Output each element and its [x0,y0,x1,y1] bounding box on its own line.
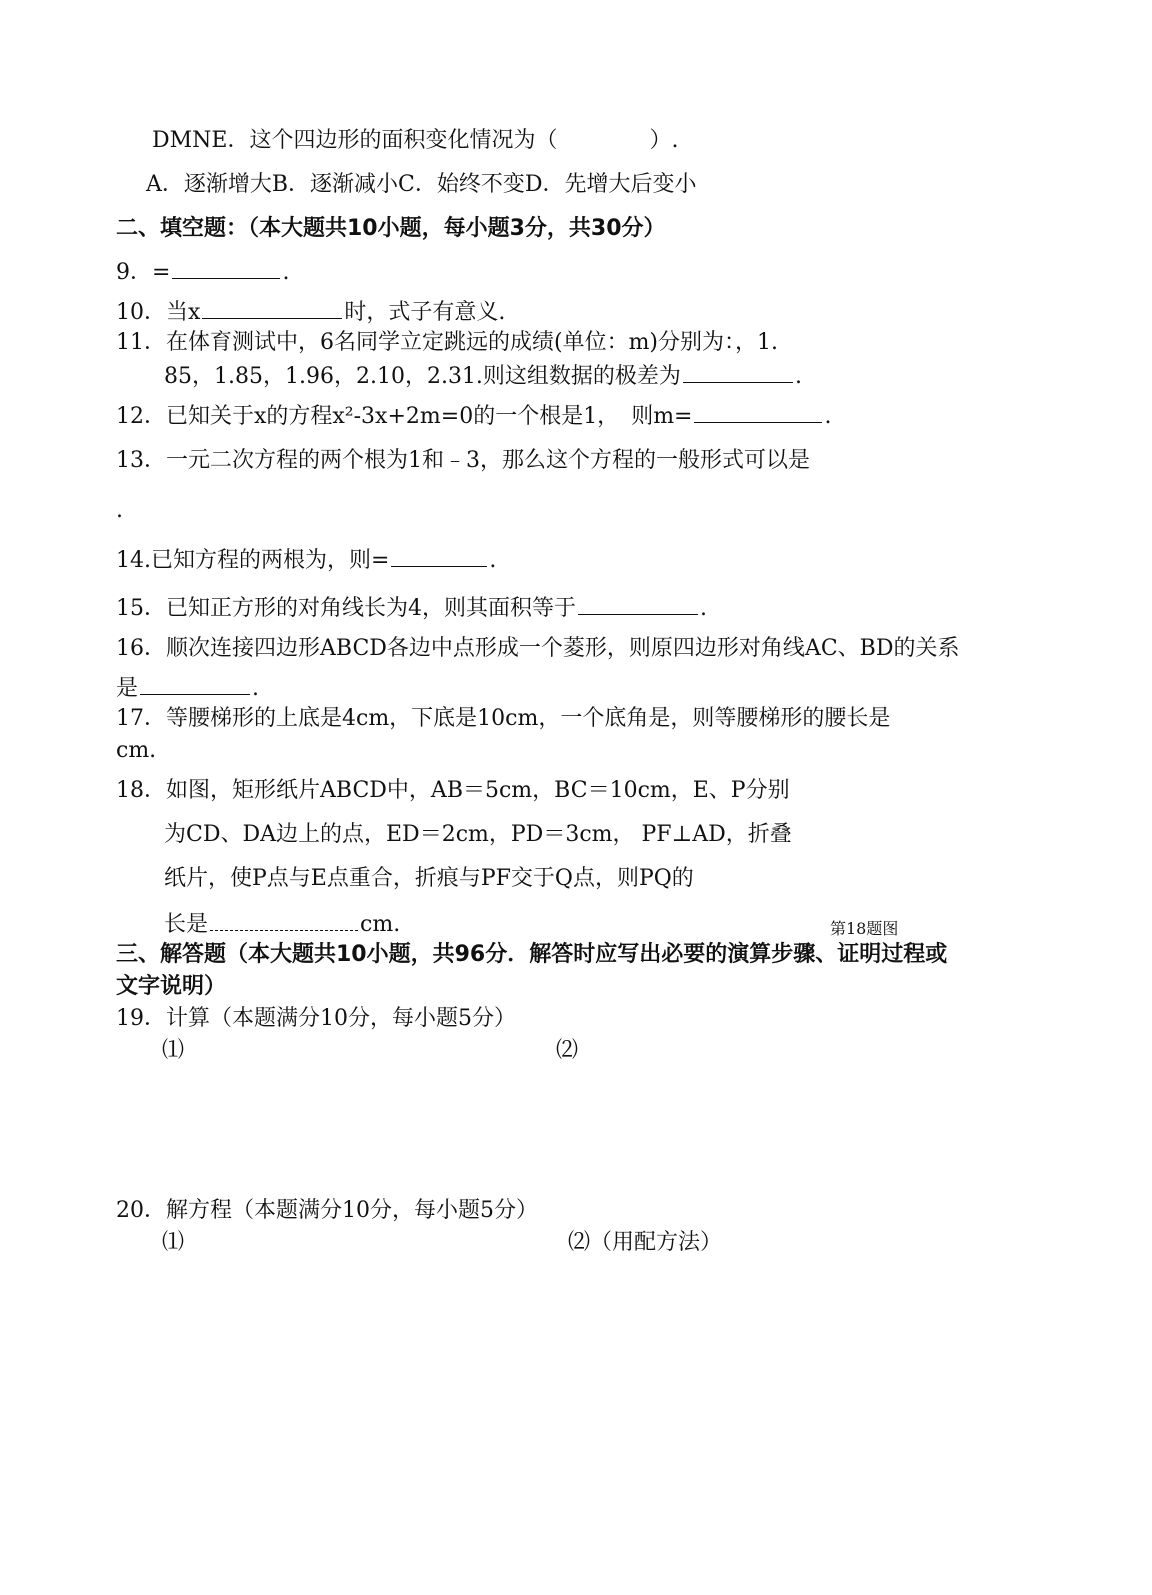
q10 [116,296,505,328]
q18-end: cm. [360,912,401,937]
q19-part2-label: ⑵ [556,1038,579,1063]
q16-line1: 16．顺次连接四边形ABCD各边中点形成一个菱形，则原四边形对角线AC、BD的关系 [116,636,960,661]
q11-blank[interactable] [683,360,793,383]
q14-blank[interactable] [391,544,487,567]
q20-part2-label: ⑵ [568,1230,591,1255]
q10-text-b: 时，式子有意义. [344,300,506,325]
section3-title-line2: 文字说明） [116,974,227,999]
q18-text: 长是 [164,912,209,937]
q17-line1: 17．等腰梯形的上底是4cm，下底是10cm，一个底角是，则等腰梯形的腰长是 [116,706,891,731]
q12-blank[interactable] [694,400,822,423]
section3-title-line1: 三、解答题（本大题共10小题，共96分．解答时应写出必要的演算步骤、证明过程或 [116,942,948,967]
q13-line1: 13．一元二次方程的两个根为1和﹣3，那么这个方程的一般形式可以是 [116,448,810,473]
q10-text-a: 10．当x [116,300,201,325]
q20-title: 20．解方程（本题满分10分，每小题5分） [116,1198,538,1223]
q9-end: . [282,260,290,285]
q20-part2 [568,1228,722,1258]
section2-title: 二、填空题：（本大题共10小题，每小题3分，共30分） [116,216,666,241]
q11-line2 [164,360,802,392]
q16-text: 是 [116,676,139,701]
q12 [116,400,831,432]
q15-end: . [700,596,707,621]
q15 [116,592,707,624]
q15-blank[interactable] [578,592,698,615]
q11-line1: 11．在体育测试中，6名同学立定跳远的成绩(单位：m)分别为：，1. [116,330,779,355]
q18-line4 [164,908,400,940]
q8-stem-text: DMNE．这个四边形的面积变化情况为（ [152,128,558,153]
q18-blank[interactable] [210,908,358,931]
q8-options: A．逐渐增大B．逐渐减小C．始终不变D．先增大后变小 [146,172,697,197]
q15-text: 15．已知正方形的对角线长为4，则其面积等于 [116,596,576,621]
q14-text: 14.已知方程的两根为，则= [116,548,390,573]
q13-line2: . [116,498,123,523]
q16-line2 [116,672,259,704]
q20-part2-note: （用配方法） [590,1230,723,1255]
q12-text-b: 则m= [631,404,693,429]
q9-text: 9．= [116,260,171,285]
q11-end: . [794,364,802,389]
q16-end: . [252,676,260,701]
q8-line1 [152,126,678,156]
q12-end: . [824,404,832,429]
q14 [116,544,496,576]
q10-blank[interactable] [202,296,342,319]
q18-figure-caption: 第18题图 [830,919,899,938]
q9-blank[interactable] [172,256,280,279]
q14-end: . [489,548,497,573]
q20-part1-label: ⑴ [162,1230,185,1255]
q18-line3: 纸片，使P点与E点重合，折痕与PF交于Q点，则PQ的 [164,866,694,891]
q18-line2: 为CD、DA边上的点，ED＝2cm，PD＝3cm， PF⊥AD，折叠 [164,822,792,847]
q19-part1-label: ⑴ [162,1038,185,1063]
q17-line2: cm. [116,738,157,763]
q18-line1: 18．如图，矩形纸片ABCD中，AB＝5cm，BC＝10cm，E、P分别 [116,778,790,803]
q16-blank[interactable] [140,672,250,695]
q9 [116,256,289,288]
q19-title: 19．计算（本题满分10分，每小题5分） [116,1006,516,1031]
q11-text: 85，1.85，1.96，2.10，2.31.则这组数据的极差为 [164,364,681,389]
q8-stem-end: ）. [649,128,679,153]
q12-text-a: 12．已知关于x的方程x²-3x+2m=0的一个根是1， [116,404,620,429]
